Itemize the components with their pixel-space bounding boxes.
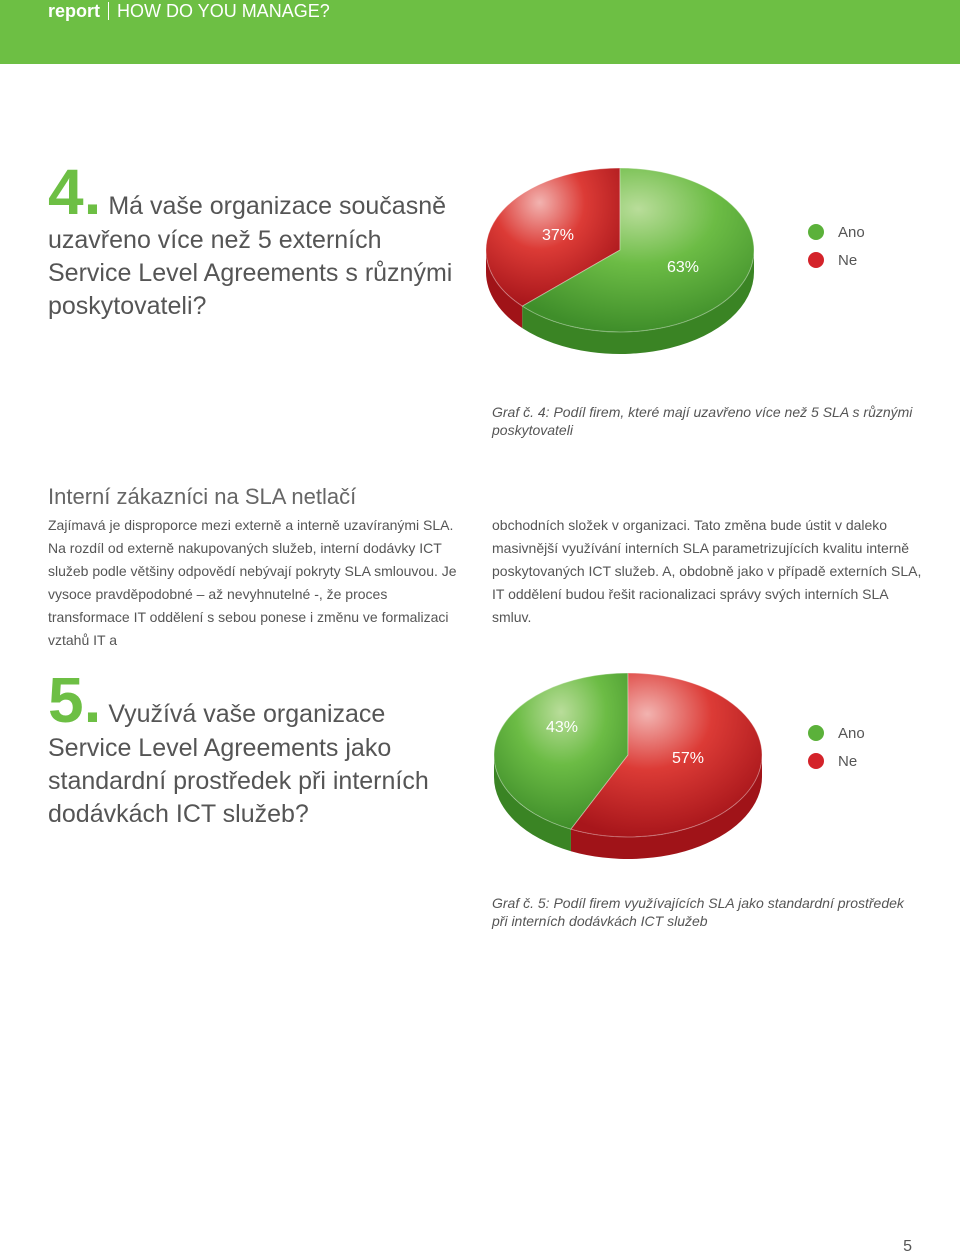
caption-chart-5: Graf č. 5: Podíl firem využívajících SLA jako standardní prostředek při interních dodávkách ICT služeb <box>492 895 904 929</box>
legend-label-ano: Ano <box>838 223 865 241</box>
question-text: Využívá vaše organizace Service Level Agreements jako standardní prostředek při interních dodávkách ICT služeb? <box>48 700 429 828</box>
pie-chart-5 <box>478 655 798 885</box>
caption-chart-4: Graf č. 4: Podíl firem, které mají uzavřeno více než 5 SLA s různými poskytovateli <box>492 404 913 438</box>
pie-chart-4 <box>470 150 790 380</box>
header-bar <box>0 0 960 64</box>
legend-label-ne: Ne <box>838 251 858 269</box>
question-number: 4. <box>48 156 102 228</box>
legend-item-ne <box>808 246 865 274</box>
question-number: 5. <box>48 664 102 736</box>
question-4 <box>48 156 468 323</box>
pie-label-ano: 43% <box>545 719 579 736</box>
legend-chart-5 <box>808 719 865 775</box>
section-heading: Interní zákazníci na SLA netlačí <box>48 484 357 509</box>
question-5 <box>48 664 468 831</box>
pie-chart-4-slices <box>486 168 754 332</box>
legend-label-ano: Ano <box>838 724 865 742</box>
green-dot-icon <box>808 224 824 240</box>
body-column-1: Zajímavá je disproporce mezi externě a interně uzavíranými SLA. Na rozdíl od externě nakupovaných služeb, interní dodávky ICT služeb podle většiny odpovědí nebývají pokryty SLA smlouvou. Je vysoce pravděpodobné – až nevyhnutelné -, že proces transformace IT oddělení s sebou ponese i změnu ve formalizaci vztahů IT a <box>48 517 457 648</box>
legend-item-ne <box>808 747 865 775</box>
pie-label-ne: 57% <box>671 750 705 767</box>
green-dot-icon <box>808 725 824 741</box>
header-separator <box>108 2 109 20</box>
legend-label-ne: Ne <box>838 752 858 770</box>
question-text: Má vaše organizace současně uzavřeno více než 5 externích Service Level Agreements s různými poskytovateli? <box>48 192 453 320</box>
legend-chart-4 <box>808 218 865 274</box>
legend-item-ano <box>808 218 865 246</box>
legend-item-ano <box>808 719 865 747</box>
header-section-title: HOW DO YOU MANAGE? <box>117 1 330 21</box>
pie-chart-5-slices <box>494 673 762 837</box>
pie-label-ne: 37% <box>541 227 575 244</box>
header-brand: report <box>48 1 101 21</box>
pie-label-ano: 63% <box>666 259 700 276</box>
red-dot-icon <box>808 252 824 268</box>
page-number: 5 <box>903 1238 912 1255</box>
body-column-2: obchodních složek v organizaci. Tato změna bude ústit v daleko masivnější využívání interních SLA parametrizujících kvalitu interně poskytovaných ICT služeb. A, obdobně jako v případě externích SLA, IT oddělení budou řešit racionalizaci správy svých interních SLA smluv. <box>492 517 922 625</box>
red-dot-icon <box>808 753 824 769</box>
header-title <box>48 0 330 22</box>
